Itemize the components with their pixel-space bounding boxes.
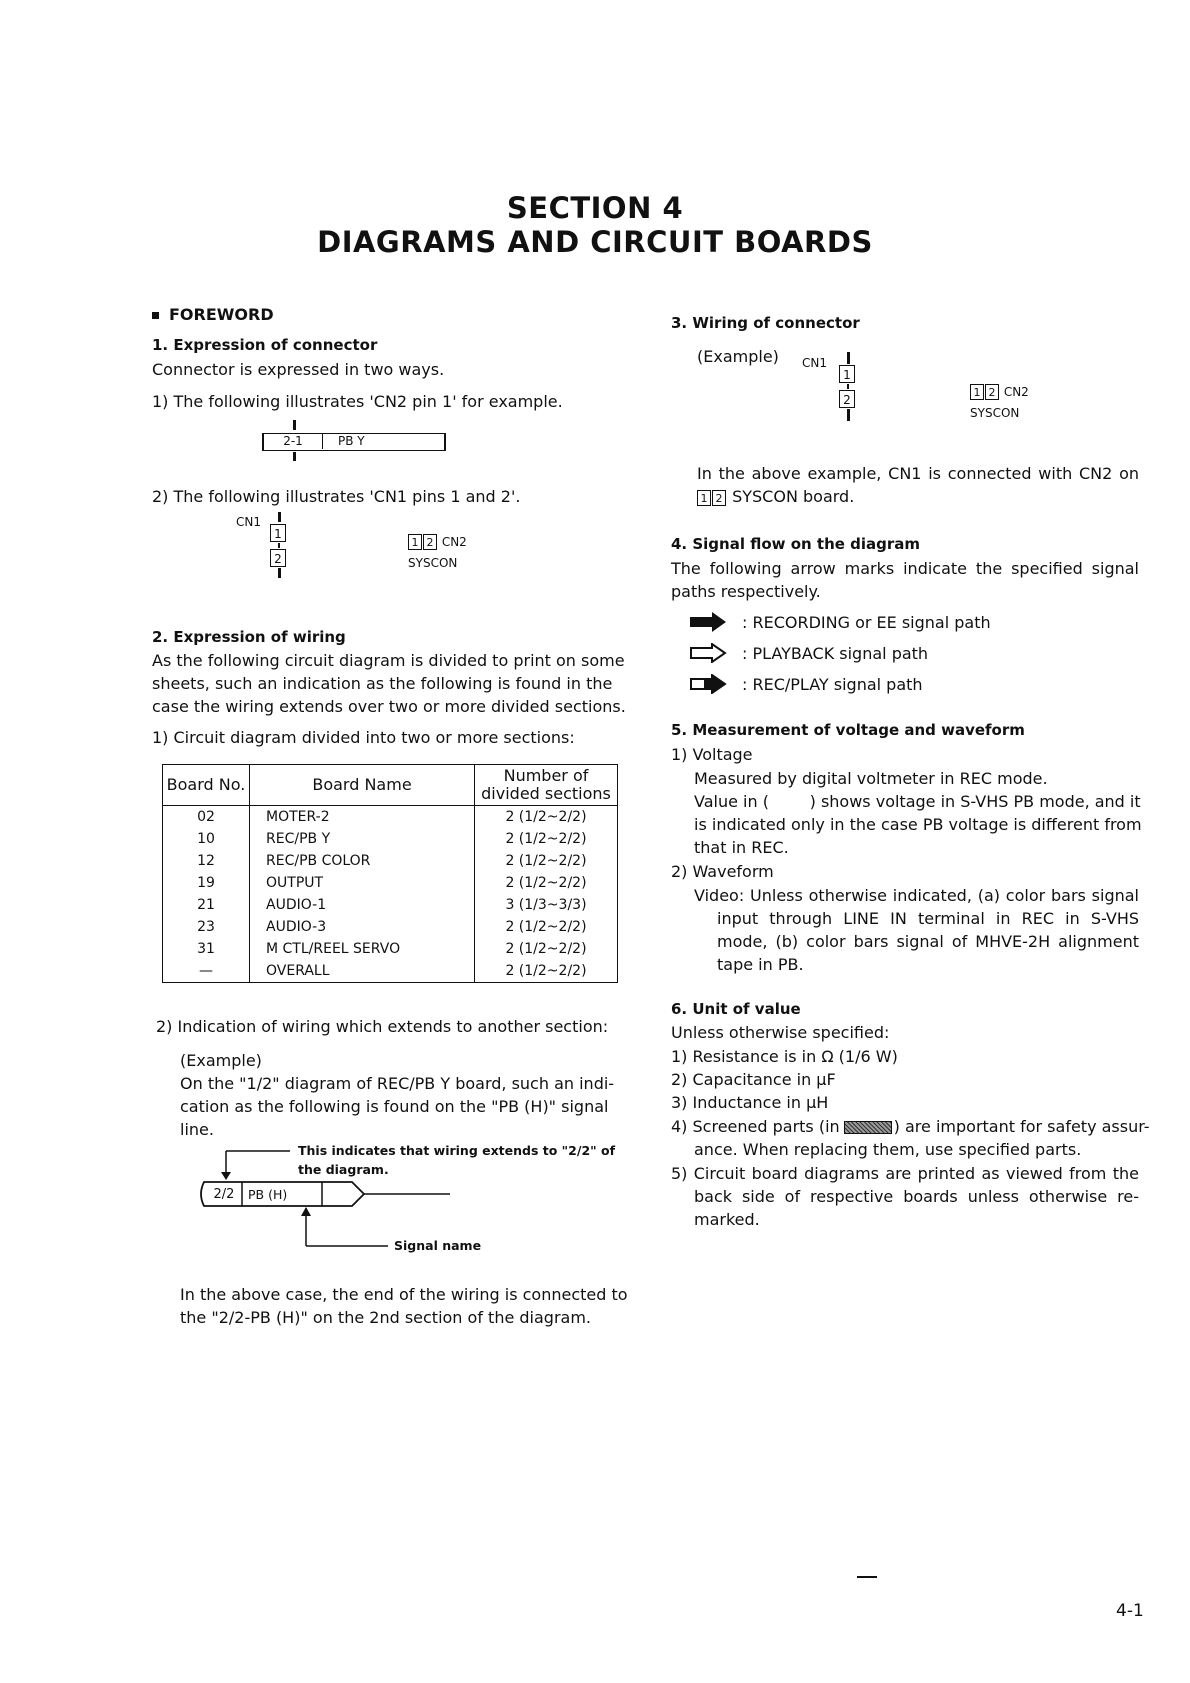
bullet-icon [152, 312, 159, 319]
foreword-heading-text: FOREWORD [169, 305, 274, 324]
s2-line2: sheets, such an indication as the following is found in the [152, 674, 613, 693]
pin-lead-bottom [293, 452, 296, 461]
cell-board-name: OUTPUT [250, 872, 475, 894]
connector-pin-figure [262, 420, 448, 462]
cn1-cn2-wiring-figure [802, 352, 1052, 452]
s5-w3: mode, (b) color bars signal of MHVE-2H alignment [717, 932, 1139, 951]
s3-cn2-name: CN2 [1003, 385, 1029, 399]
cell-board-name: AUDIO-1 [250, 894, 475, 916]
table-row [163, 960, 618, 983]
col-divided-sections: Number of divided sections [475, 765, 618, 806]
board-table [162, 764, 618, 983]
screened-swatch [844, 1121, 892, 1134]
table-row [163, 938, 618, 960]
table-row [163, 806, 618, 829]
cell-board-no: 23 [163, 916, 250, 938]
table-header-row [163, 765, 618, 806]
cell-sections: 2 (1/2~2/2) [475, 960, 618, 983]
signal-name-note: Signal name [394, 1238, 482, 1253]
s6-intro: Unless otherwise specified: [671, 1023, 890, 1042]
s2-line3: case the wiring extends over two or more divided sections. [152, 697, 626, 716]
s4-line1: The following arrow marks indicate the specified signal [671, 559, 1139, 578]
cell-board-no: 19 [163, 872, 250, 894]
s2-title: 2. Expression of wiring [152, 628, 346, 646]
s6-i5c: marked. [694, 1210, 760, 1229]
col-board-no: Board No. [163, 765, 250, 806]
s3-syscon-label: SYSCON [970, 406, 1020, 420]
s2-ex-line2: cation as the following is found on the "PB (H)" signal [180, 1097, 609, 1116]
table-row [163, 828, 618, 850]
cell-board-no: 12 [163, 850, 250, 872]
s1-title: 1. Expression of connector [152, 336, 378, 354]
section-number: SECTION 4 [506, 191, 684, 225]
col-board-name: Board Name [250, 765, 475, 806]
s6-item-capacitance: 2) Capacitance in μF [671, 1070, 836, 1089]
cn1-pins-figure [236, 512, 476, 604]
s6-title: 6. Unit of value [671, 1000, 801, 1018]
cell-sections: 2 (1/2~2/2) [475, 872, 618, 894]
cell-sections: 2 (1/2~2/2) [475, 938, 618, 960]
cn2-name: CN2 [441, 535, 467, 549]
s2-end2: the "2/2-PB (H)" on the 2nd section of the diagram. [180, 1308, 591, 1327]
s3-link [847, 384, 849, 389]
s6-i4a: 4) Screened parts (in [671, 1117, 840, 1136]
s3-cn2-pin-2: 2 [985, 384, 999, 400]
playback-arrow-icon [690, 643, 730, 667]
s3-cn1-label: CN1 [802, 356, 827, 370]
s2-line1: As the following circuit diagram is divided to print on some [152, 651, 625, 670]
s2-example: (Example) [180, 1051, 262, 1070]
cn2-pin-1: 1 [408, 534, 422, 550]
table-row [163, 916, 618, 938]
cn1-lead-top [278, 512, 281, 522]
s4-line2: paths respectively. [671, 582, 821, 601]
s6-i4c: ance. When replacing them, use specified parts. [694, 1140, 1082, 1159]
wiring-signal-label: PB (H) [248, 1187, 288, 1202]
cn2-pin-2: 2 [423, 534, 437, 550]
wiring-page-label: 2/2 [213, 1187, 235, 1202]
s3-pin-2: 2 [839, 390, 855, 408]
s3-cn2-pin-1: 1 [970, 384, 984, 400]
s2-end1: In the above case, the end of the wiring is connected to [180, 1285, 628, 1304]
s3-line2 [697, 485, 854, 508]
s1-intro: Connector is expressed in two ways. [152, 360, 445, 379]
wiring-note-line1: This indicates that wiring extends to "2/2" of [298, 1143, 616, 1158]
pin-signal-label: PB Y [338, 434, 365, 448]
s2-ex-line1: On the "1/2" diagram of REC/PB Y board, such an indi- [180, 1074, 615, 1093]
s5-v3: is indicated only in the case PB voltage is different from [694, 815, 1142, 834]
cn1-pin-2: 2 [270, 549, 286, 567]
s3-line2-text: SYSCON board. [732, 487, 855, 506]
cell-board-name: OVERALL [250, 960, 475, 983]
s5-v2: Value in ( ) shows voltage in S-VHS PB mode, and it [694, 792, 1141, 811]
s3-line1: In the above example, CN1 is connected with CN2 on [697, 464, 1139, 483]
cell-board-no: 21 [163, 894, 250, 916]
cell-board-name: AUDIO-3 [250, 916, 475, 938]
wiring-extension-figure [198, 1143, 638, 1256]
foreword-heading [152, 303, 274, 326]
s6-item-screened [671, 1115, 1150, 1138]
s6-i5a: 5) Circuit board diagrams are printed as viewed from the [671, 1164, 1139, 1183]
cell-board-no: 31 [163, 938, 250, 960]
s2-item1: 1) Circuit diagram divided into two or more sections: [152, 728, 575, 747]
s5-w2: input through LINE IN terminal in REC in S-VHS [717, 909, 1139, 928]
arrow-legend-recplay: : REC/PLAY signal path [742, 675, 923, 694]
cell-board-no: — [163, 960, 250, 983]
s3-example: (Example) [697, 347, 779, 366]
cell-sections: 3 (1/3~3/3) [475, 894, 618, 916]
s1-item2: 2) The following illustrates 'CN1 pins 1 and 2'. [152, 487, 521, 506]
arrow-legend-playback: : PLAYBACK signal path [742, 644, 929, 663]
table-row [163, 894, 618, 916]
pin-bar [262, 433, 446, 451]
cn1-link [278, 543, 280, 548]
s5-voltage-head: 1) Voltage [671, 745, 753, 764]
s3-cn2-label [970, 384, 1029, 400]
cn1-lead-bottom [278, 568, 281, 578]
cell-board-name: REC/PB Y [250, 828, 475, 850]
cell-sections: 2 (1/2~2/2) [475, 916, 618, 938]
s5-w1: Video: Unless otherwise indicated, (a) color bars signal [694, 886, 1139, 905]
s5-waveform-head: 2) Waveform [671, 862, 774, 881]
s6-item-inductance: 3) Inductance in μH [671, 1093, 829, 1112]
s3-title: 3. Wiring of connector [671, 314, 860, 332]
s5-w4: tape in PB. [717, 955, 804, 974]
cell-sections: 2 (1/2~2/2) [475, 828, 618, 850]
s2-item2: 2) Indication of wiring which extends to another section: [156, 1017, 609, 1036]
footer-mark [857, 1576, 877, 1578]
s6-i4b: ) are important for safety assur- [893, 1117, 1150, 1136]
s3-pin-1: 1 [839, 365, 855, 383]
s4-title: 4. Signal flow on the diagram [671, 535, 921, 553]
s3-lead-bottom [847, 409, 850, 421]
syscon-label: SYSCON [408, 556, 458, 570]
cell-board-no: 02 [163, 806, 250, 829]
cell-board-name: REC/PB COLOR [250, 850, 475, 872]
page-title: DIAGRAMS AND CIRCUIT BOARDS [317, 225, 873, 259]
cn2-label [408, 534, 467, 550]
s3-lead-top [847, 352, 850, 364]
s2-ex-line3: line. [180, 1120, 214, 1139]
page-number: 4-1 [1116, 1601, 1144, 1621]
wiring-note-line2: the diagram. [298, 1162, 389, 1177]
s1-item1: 1) The following illustrates 'CN2 pin 1' for example. [152, 392, 563, 411]
s5-title: 5. Measurement of voltage and waveform [671, 721, 1025, 739]
recording-arrow-icon [690, 612, 730, 636]
table-row [163, 850, 618, 872]
cell-board-name: MOTER-2 [250, 806, 475, 829]
table-row [163, 872, 618, 894]
s5-v4: that in REC. [694, 838, 789, 857]
cell-board-no: 10 [163, 828, 250, 850]
s5-v1: Measured by digital voltmeter in REC mode. [694, 769, 1048, 788]
s6-i5b: back side of respective boards unless otherwise re- [694, 1187, 1139, 1206]
recplay-arrow-icon [690, 674, 730, 698]
pin-label: 2-1 [264, 434, 323, 449]
pin-lead-top [293, 420, 296, 430]
s3-inline-pin-2: 2 [712, 490, 726, 506]
cn1-pin-1: 1 [270, 524, 286, 542]
s3-inline-pin-1: 1 [697, 490, 711, 506]
cell-board-name: M CTL/REEL SERVO [250, 938, 475, 960]
arrow-legend-recording: : RECORDING or EE signal path [742, 613, 991, 632]
s6-item-resistance: 1) Resistance is in Ω (1/6 W) [671, 1047, 898, 1066]
cn1-label: CN1 [236, 515, 261, 529]
cell-sections: 2 (1/2~2/2) [475, 850, 618, 872]
cell-sections: 2 (1/2~2/2) [475, 806, 618, 829]
